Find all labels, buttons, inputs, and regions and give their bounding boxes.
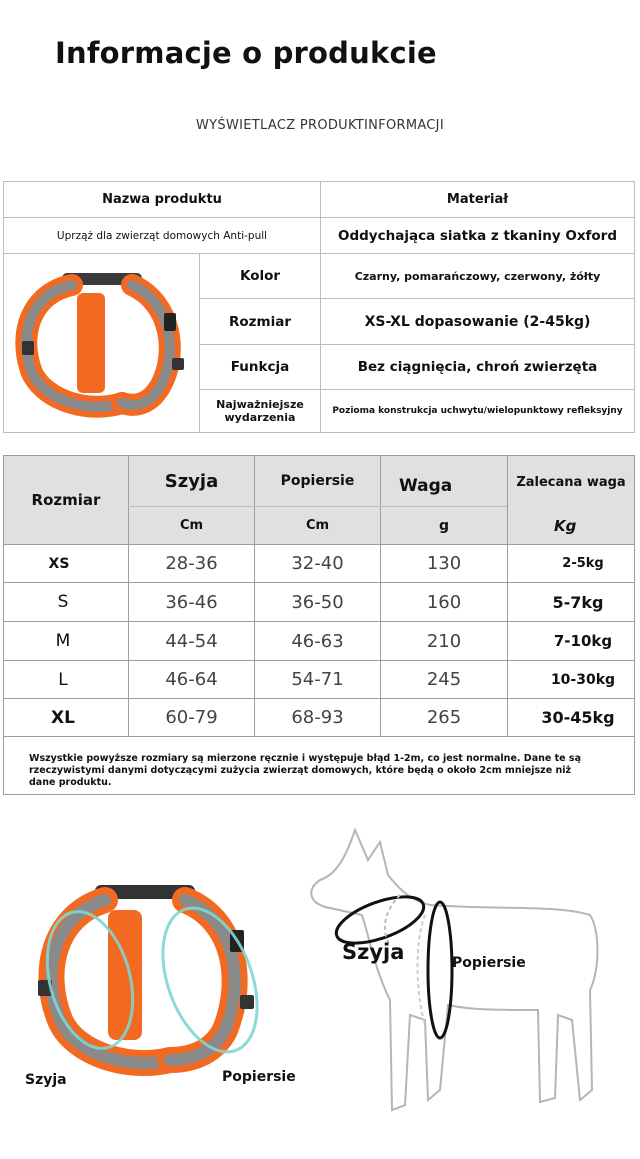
- page-title: Informacje o produkcie: [55, 36, 437, 70]
- material-header: Materiał: [446, 192, 509, 207]
- dog-chest-label: Popiersie: [452, 955, 526, 971]
- page-subtitle: WYŚWIETLACZ PRODUKTINFORMACJI: [196, 118, 444, 133]
- harness-measure-illustration: [20, 870, 280, 1080]
- color-value: Czarny, pomarańczowy, czerwony, żółty: [354, 269, 601, 283]
- function-value: Bez ciągnięcia, chroń zwierzęta: [357, 359, 598, 375]
- highlights-value: Pozioma konstrukcja uchwytu/wielopunktowy refleksyjny: [332, 406, 623, 416]
- table-row-size: XS: [48, 555, 70, 572]
- name-header: Nazwa produktu: [102, 192, 222, 207]
- table-row-chest: 68-93: [291, 707, 344, 728]
- product-name-value: Uprząż dla zwierząt domowych Anti-pull: [56, 229, 268, 242]
- table-row-chest: 32-40: [291, 553, 344, 574]
- table-row-weight: 265: [426, 707, 462, 728]
- table-row-recommended: 30-45kg: [541, 708, 615, 727]
- harness-neck-label: Szyja: [25, 1072, 67, 1088]
- weight-col-header: Waga: [399, 476, 453, 496]
- table-row-neck: 28-36: [165, 553, 218, 574]
- size-label: Rozmiar: [229, 313, 291, 330]
- table-row-weight: 245: [426, 669, 462, 690]
- harness-photo-icon: [20, 870, 280, 1080]
- measurement-note: Wszystkie powyższe rozmiary są mierzone ręcznie i występuje błąd 1-2m, co jest normalne. Dane te są rzeczywistymi danymi dotyczącymi zużycia zwierząt domowych, które będą o około 2cm mniejsze niż dane produktu.: [29, 753, 581, 788]
- size-col-header: Rozmiar: [31, 491, 101, 509]
- chest-unit: Cm: [305, 518, 330, 533]
- recommended-unit: Kg: [554, 517, 577, 535]
- neck-col-header: Szyja: [164, 470, 219, 492]
- harness-icon: [12, 263, 192, 423]
- table-row-recommended: 5-7kg: [552, 592, 604, 612]
- size-chart-table: [3, 455, 635, 795]
- harness-image: [4, 254, 199, 432]
- recommended-col-header: Zalecana waga: [516, 474, 626, 490]
- table-row-size: S: [57, 592, 69, 612]
- table-row-chest: 46-63: [291, 630, 344, 652]
- table-row-size: L: [58, 669, 68, 690]
- table-row-neck: 60-79: [165, 707, 218, 728]
- table-row-recommended: 7-10kg: [553, 632, 613, 650]
- table-row-neck: 44-54: [165, 630, 218, 652]
- material-value: Oddychająca siatka z tkaniny Oxford: [338, 227, 617, 244]
- table-row-chest: 36-50: [291, 591, 344, 613]
- table-row-recommended: 10-30kg: [550, 671, 616, 688]
- table-row-weight: 130: [426, 553, 462, 574]
- table-row-size: M: [55, 631, 71, 651]
- neck-unit: Cm: [179, 518, 204, 533]
- table-row-weight: 160: [426, 591, 462, 613]
- table-row-neck: 36-46: [165, 591, 218, 613]
- weight-unit: g: [438, 517, 450, 534]
- function-label: Funkcja: [230, 359, 290, 375]
- size-value: XS-XL dopasowanie (2-45kg): [364, 313, 591, 330]
- dog-neck-label: Szyja: [342, 940, 405, 964]
- table-row-neck: 46-64: [165, 669, 218, 690]
- chest-col-header: Popiersie: [280, 473, 355, 489]
- harness-chest-label: Popiersie: [222, 1069, 296, 1085]
- table-row-weight: 210: [426, 630, 462, 652]
- table-row-size: XL: [51, 707, 75, 728]
- product-info-table: [3, 181, 635, 433]
- table-row-recommended: 2-5kg: [562, 556, 604, 571]
- table-row-chest: 54-71: [291, 669, 344, 690]
- highlights-label: Najważniejsze wydarzenia: [216, 398, 304, 424]
- color-label: Kolor: [239, 268, 281, 284]
